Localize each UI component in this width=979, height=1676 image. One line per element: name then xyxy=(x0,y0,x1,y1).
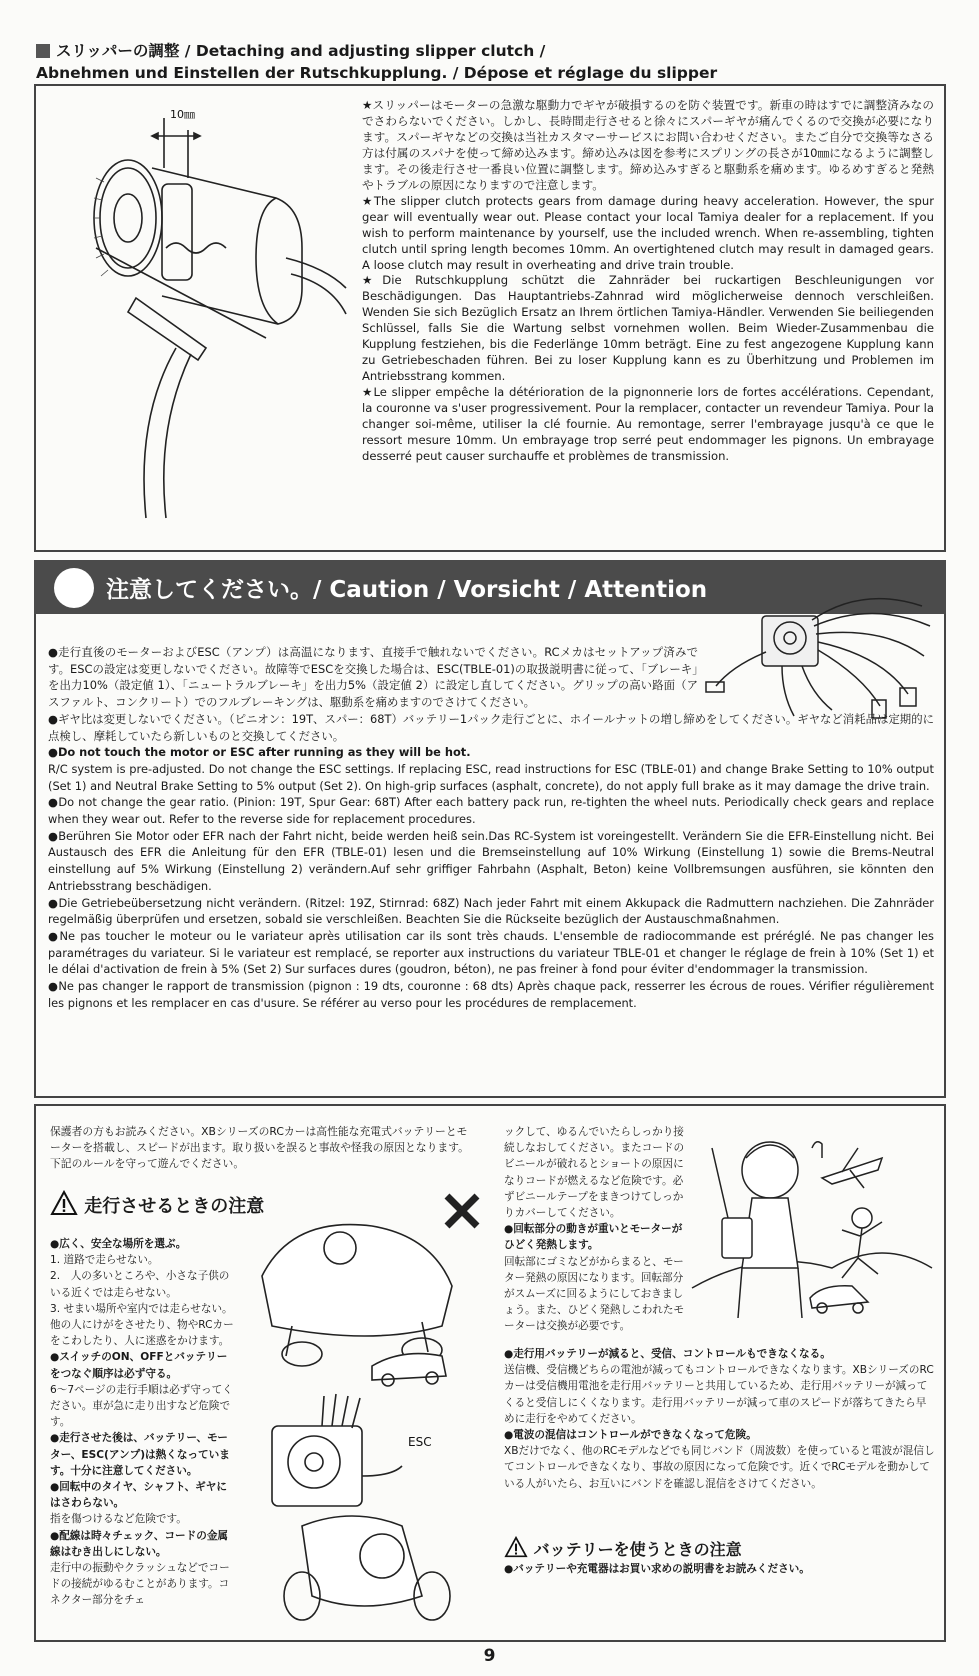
col2-rule-3: 送信機、受信機どちらの電池が減ってもコントロールできなくなります。XBシリーズのRCカーは受信機用電池を走行用バッテリーと共用しているため、走行用バッテリーが減ってくると受信しにくくなります。走行用バッテリーが減って車のスピードが落ちてきたら早めに走行をやめてください。 xyxy=(504,1364,934,1425)
rule-2: 6〜7ページの走行手順は必ず守ってください。車が急に走り出すなど危険です。 xyxy=(50,1383,233,1429)
caution-title: 注意してください。/ Caution / Vorsicht / Attention xyxy=(106,577,708,603)
heading-line-1: スリッパーの調整 / Detaching and adjusting slipper clutch / xyxy=(56,42,546,60)
caution-circle-icon xyxy=(54,568,94,608)
caution-ja-2: ●ギヤ比は変更しないでください。（ピニオン：19T、スパー：68T）バッテリー1パック走行ごとに、ホイールナットの増し締めをしてください。ギヤなど消耗品は定期的に点検し、摩耗していたら新しいものと交換してください。 xyxy=(48,711,934,743)
battery-warning-sub: ●バッテリーや充電器はお買い求めの説明書をお読みください。 xyxy=(504,1563,810,1575)
caution-en-1-head: ●Do not touch the motor or ESC after running as they will be hot. xyxy=(48,745,471,760)
battery-warning-triangle-icon xyxy=(504,1536,528,1558)
caution-fr-2: ●Ne pas changer le rapport de transmission (pignon : 19 dts, couronne : 68 dts) Après chaque pack, resserrer les écrous de roues. Vérifier régulièrement les pignons et les remplacer en cas d'usure. Se référer au verso pour les procédures de remplacement. xyxy=(48,979,934,1010)
page-number: 9 xyxy=(483,1646,496,1666)
rule-1-head: ●広く、安全な場所を選ぶ。 xyxy=(50,1238,187,1250)
heading-square-icon xyxy=(36,44,50,58)
caution-en-1: R/C system is pre-adjusted. Do not change the ESC settings. If replacing ESC, read instructions for ESC (TBLE-01) and change Brake Setting to 10% output (Set 1) and Neutral Brake Setting to 5% output (Set 2). On high-grip surfaces (asphalt, concrete), do not apply full brake as it may damage the drive train. xyxy=(48,761,934,793)
slipper-text-de: ★Die Rutschkupplung schützt die Zahnräder bei ruckartigen Beschleunigungen vor Beschädigungen. Das Hauptantriebs-Zahnrad wird möglicherweise dennoch verschleißen. Wenden Sie sich Bezüglich Ersatz an Ihrem örtlichen Tamiya-Händler. Verwenden Sie beiliegenden Schlüssel, falls Sie die Wartung selbst vornehmen wollen. Beim Wieder-Zusammenbau die Kupplung festziehen, bis die Federlänge 10mm beträgt. Eine zu fest angezogene Kupplung kann zu Getriebeschaden führen. Bei zu loser Kupplung kann es zu Überhitzung und Problemen im Antriebsstrang kommen. xyxy=(362,273,934,384)
rule-4: 指を傷つけるなど危険です。 xyxy=(50,1513,187,1526)
slipper-clutch-illustration xyxy=(66,98,366,538)
rule-5-head: ●配線は時々チェック、コードの金属線はむき出しにしない。 xyxy=(50,1529,229,1558)
section-heading xyxy=(36,40,936,84)
battery-warning-title: バッテリーを使うときの注意 xyxy=(533,1540,742,1559)
slipper-text-fr: ★Le slipper empêche la détérioration de la pignonnerie lors de fortes accélérations. Cependant, la couronne va s'user progressivement. Pour la remplacer, contacter un revendeur Tamiya. Pour la changer soi-même, utiliser la clé fournie. Au remontage, serrer l'embrayage jusqu'à ce que le ressort mesure 10mm. Un embrayage trop serré peut endommager les pignons. Un embrayage desserré peut causer surchauffe et problèmes de transmission. xyxy=(362,385,934,463)
slipper-text-ja: ★スリッパーはモーターの急激な駆動力でギヤが破損するのを防ぐ装置です。新車の時はすでに調整済みなのでさわらないでください。しかし、長時間走行させると徐々にスパーギヤが痛んでくるので交換が必要になります。スパーギヤなどの交換は当社カスタマーサービスにお問い合わせください。またご自分で交換等なさる方は付属のスパナを使って締め込みます。締め込みは図を参考にスプリングの長さが10㎜になるように調整します。その後走行させ一番良い位置に調整します。締め込みすぎると駆動系を痛めます。ゆるめすぎると発熱やトラブルの原因になりますので注意します。 xyxy=(362,98,934,192)
guardian-intro xyxy=(50,1124,470,1172)
slipper-text xyxy=(362,98,934,465)
col2-rule-head: ●回転部分の動きが重いとモーターがひどく発熱します。 xyxy=(504,1223,683,1252)
col2-rule-3-head: ●走行用バッテリーが減ると、受信、コントロールもできなくなる。 xyxy=(504,1348,831,1360)
guardian-column-2b xyxy=(504,1346,936,1492)
rule-4-head: ●回転中のタイヤ、シャフト、ギヤにはさわらない。 xyxy=(50,1481,227,1510)
warning-triangle-icon xyxy=(50,1190,78,1216)
guardian-box xyxy=(34,1104,946,1642)
caution-en-2: ●Do not change the gear ratio. (Pinion: 19T, Spur Gear: 68T) After each battery pack run, re-tighten the wheel nuts. Periodically check gears and replace when they wear out. Refer to the reverse side for replacement procedures. xyxy=(48,795,934,827)
rule-1a: 1. 道路で走らせない。 xyxy=(50,1254,159,1267)
caution-text xyxy=(48,644,934,1011)
battery-warning xyxy=(504,1536,936,1577)
running-warning-text: 走行させるときの注意 xyxy=(84,1196,265,1217)
slipper-text-en: ★The slipper clutch protects gears from damage during heavy acceleration. However, the spur gear will eventually wear out. Please contact your local Tamiya dealer for a replacement. If you wish to perform maintenance by yourself, use the included wrench. When re-assembling, tighten clutch until spring length becomes 10mm. An overtightened clutch may result in damaged gears. A loose clutch may result in overheating and drive train trouble. xyxy=(362,193,934,272)
esc-label: ESC xyxy=(408,1435,432,1449)
rule-3-head: ●走行させた後は、バッテリー、モーター、ESC(アンプ)は熱くなっています。十分に注意してください。 xyxy=(50,1432,230,1477)
col2-rule-4: XBだけでなく、他のRCモデルなどでも同じバンド（周波数）を使っていると電波が混信してコントロールできなくなり、事故の原因になって危険です。近くでRCモデルを動かしている人がいたら、お互いにバンドを確認し混信をさけてください。 xyxy=(504,1445,935,1490)
rule-1c: 3. せまい場所や室内では走らせない。他の人にけがをさせたり、物やRCカーをこわしたり、人に迷惑をかけます。 xyxy=(50,1302,234,1348)
guardian-column-2 xyxy=(504,1124,690,1335)
col2-rule: 回転部にゴミなどがからまると、モーター発熱の原因になります。回転部分がスムーズに回るようにしておきましょう。また、ひどく発熱しこわれたモーターは交換が必要です。 xyxy=(504,1255,685,1333)
rule-1b: 2. 人の多いところや、小さな子供のいる近くでは走らせない。 xyxy=(50,1270,230,1299)
caution-ja-1: ●走行直後のモーターおよびESC（アンプ）は高温になります、直接手で触れないでください。RCメカはセットアップ済みです。ESCの設定は変更しないでください。故障等でESCを交換した場合は、ESC(TBLE-01)の取扱説明書に従って、「ブレーキ」を出力10%（設定値 1）、「ニュートラルブレーキ」を出力5%（設定値 2）に設定し直してください。グリップの高い路面（アスファルト、コンクリート）でのフルブレーキングは、駆動系を痛めますのでさけてください。 xyxy=(48,645,698,710)
caution-de-1: ●Berühren Sie Motor oder EFR nach der Fahrt nicht, beide werden heiß sein.Das RC-System ist voreingestellt. Verändern Sie die EFR-Einstellung nicht. Bei Austausch des EFR die Anleitung für den EFR (TBLE-01) lesen und die Bremseinstellung auf 10% Wirkung (Einstellung 1) sowie die Brems-Neutral einstellung auf 5% Wirkung (Einstellung 2) verändern.Auf sehr griffiger Fahrbahn (Asphalt, Beton) keine Vollbremsungen ausführen, sie könnten den Antriebsstrang beschädigen. xyxy=(48,828,934,893)
caution-box xyxy=(34,614,946,1098)
running-rules xyxy=(50,1236,235,1609)
rule-2-head: ●スイッチのON、OFFとバッテリーをつなぐ順序は必ず守る。 xyxy=(50,1351,228,1380)
heading-line-2: Abnehmen und Einstellen der Rutschkupplung. / Dépose et réglage du slipper xyxy=(36,64,718,82)
guardian-intro-text: 保護者の方もお読みください。XBシリーズのRCカーは高性能な充電式バッテリーとモーターを搭載し、スピードが出ます。取り扱いを誤ると事故や怪我の原因となります。下記のルールを守って遊んでください。 xyxy=(50,1125,469,1170)
dimension-label: 10㎜ xyxy=(170,108,195,121)
caution-fr-1: ●Ne pas toucher le moteur ou le variateur après utilisation car ils sont très chauds. L'ensemble de radiocommande est préréglé. Ne pas changer les paramétrages du variateur. Si le variateur est remplacé, se reporter aux instructions du variateur TBLE-01 et changer le réglage de frein à 10% (Set 1) et le délai d'activation de frein à 5% (Set 2) Sur surfaces dures (goudron, béton), ne pas freiner à fond pour éviter d'endommager la transmission. xyxy=(48,928,934,977)
cartoon-illustration xyxy=(232,1176,502,1636)
caution-de-2: ●Die Getriebeübersetzung nicht verändern. (Ritzel: 19Z, Stirnrad: 68Z) Nach jeder Fahrt mit einem Akkupack die Radmuttern nachziehen. Die Zahnräder regelmäßig überprüfen und ersetzen, sobald sie verschleißen. Beachten Sie die Rückseite bezüglich der Austauschmaßnahmen. xyxy=(48,895,934,927)
boy-with-transmitter-illustration xyxy=(682,1118,940,1328)
rule-5: 走行中の振動やクラッシュなどでコードの接続がゆるむことがあります。コネクター部分をチェ xyxy=(50,1562,230,1607)
col2-rule-4-head: ●電波の混信はコントロールができなくなって危険。 xyxy=(504,1429,757,1442)
col2-continued: ックして、ゆるんでいたらしっかり接続しなおしてください。またコードのビニールが破れるとショートの原因になりコードが燃えるなど危険です。必ずビニールテープをまきつけてしっかりカバーしてください。 xyxy=(504,1126,685,1220)
slipper-clutch-box xyxy=(34,84,946,552)
